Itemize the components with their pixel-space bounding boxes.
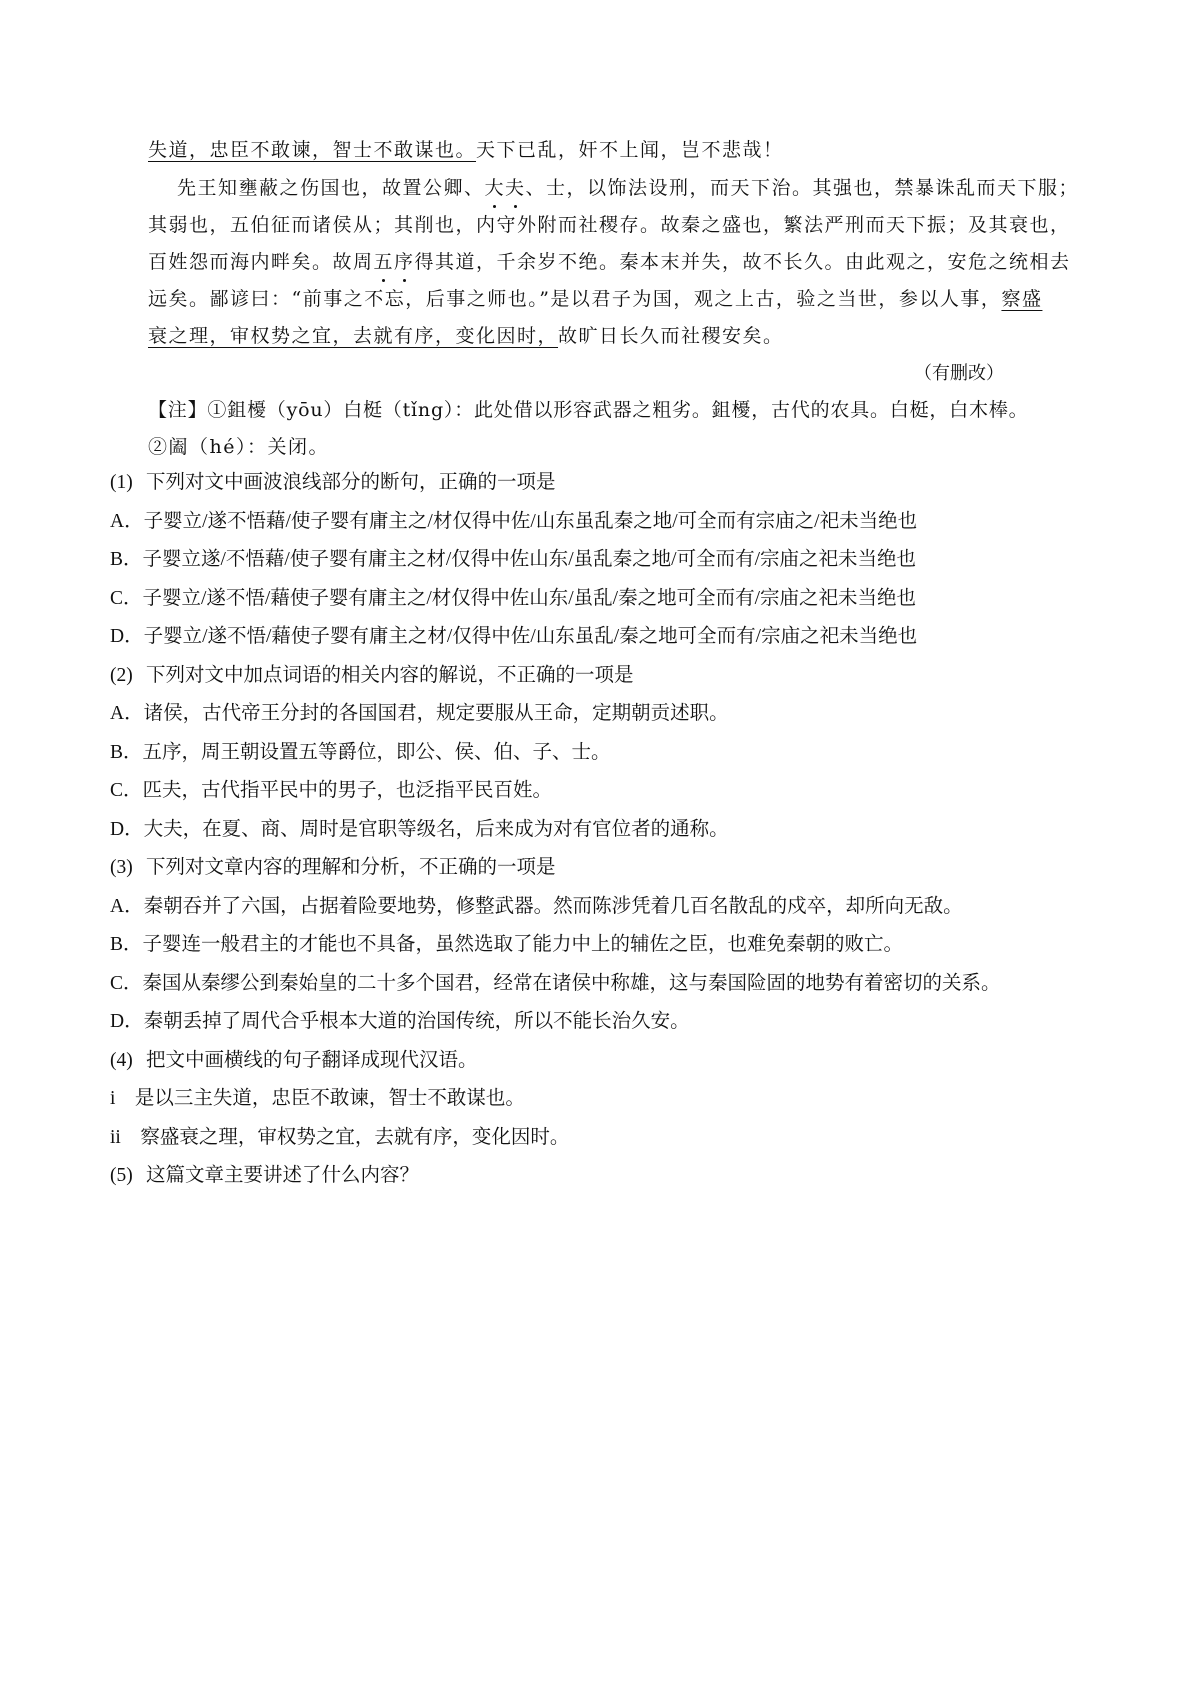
answer-option: C．秦国从秦缪公到秦始皇的二十多个国君，经常在诸侯中称雄，这与秦国险固的地势有着密切的关系。 <box>110 972 1001 994</box>
question-stem <box>110 1163 419 1189</box>
dotted-word-char: 大 <box>484 177 506 199</box>
answer-option: D．秦朝丢掉了周代合乎根本大道的治国传统，所以不能长治久安。 <box>110 1011 690 1032</box>
question-stem <box>110 470 556 496</box>
answer-option: B．子婴立遂/不悟藉/使子婴有庸主之材/仅得中佐山东/虽乱秦之地/可全而有/宗庙之祀未当绝也 <box>110 549 917 570</box>
question-number: (4) <box>110 1049 133 1071</box>
answer-option: A．秦朝吞并了六国，占据着险要地势，修整武器。然而陈涉凭着几百名散乱的戍卒，却所向无敌。 <box>110 895 963 917</box>
question-text: 下列对文章内容的理解和分析，不正确的一项是 <box>146 857 556 878</box>
answer-option: i 是以三主失道，忠臣不敢谏，智士不敢谋也。 <box>110 1088 525 1109</box>
passage-line-1: 失道，忠臣不敢谏，智士不敢谋也。天下已乱，奸不上闻，岂不悲哉！ <box>148 139 784 161</box>
answer-option: A．诸侯，古代帝王分封的各国国君，规定要服从王命，定期朝贡述职。 <box>110 703 729 724</box>
answer-option: B．子婴连一般君主的才能也不具备，虽然选取了能力中上的辅佐之臣，也难免秦朝的败亡。 <box>110 934 904 955</box>
answer-option: C．匹夫，古代指平民中的男子，也泛指平民百姓。 <box>110 780 553 801</box>
passage-line-4: 百姓怨而海内畔矣。故周五序得其道，千余岁不绝。秦本末并失，故不长久。由此观之，安危之统相去 <box>148 251 1071 273</box>
annotation-line-1: 【注】①鉏櫌（yōu）白梃（tǐng）：此处借以形容武器之粗劣。鉏櫌，古代的农具。白梃，白木棒。 <box>148 399 1029 421</box>
answer-option: B．五序，周王朝设置五等爵位，即公、侯、伯、子、士。 <box>110 741 611 763</box>
question-text: 下列对文中加点词语的相关内容的解说，不正确的一项是 <box>146 664 634 686</box>
question-number: (2) <box>110 664 133 686</box>
question-number: (3) <box>110 857 133 878</box>
underlined-sentence-2-end: 衰之理，审权势之宜，去就有序，变化因时， <box>148 325 559 347</box>
dotted-word-char: 五 <box>373 251 395 273</box>
passage-line-2: 先王知壅蔽之伤国也，故置公卿、大夫、士，以饰法设刑，而天下治。其强也，禁暴诛乱而天下服； <box>177 177 1080 199</box>
answer-option: D．子婴立/遂不悟/藉使子婴有庸主之材/仅得中佐/山东虽乱/秦之地可全而有/宗庙之祀未当绝也 <box>110 626 918 647</box>
passage-line-6: 衰之理，审权势之宜，去就有序，变化因时，故旷日长久而社稷安矣。 <box>148 325 784 347</box>
answer-option: ii 察盛衰之理，审权势之宜，去就有序，变化因时。 <box>110 1126 570 1148</box>
question-stem <box>110 663 634 689</box>
question-stem <box>110 855 556 881</box>
passage-line-5: 远矣。鄙谚曰：“前事之不忘，后事之师也。”是以君子为国，观之上古，验之当世，参以人事，察盛 <box>148 288 1043 310</box>
question-stem <box>110 1048 478 1074</box>
question-number: (5) <box>110 1165 133 1186</box>
question-number: (1) <box>110 472 133 493</box>
source-note: （有删改） <box>914 363 1004 384</box>
underlined-sentence-2-start: 察盛 <box>1001 288 1043 310</box>
answer-option: C．子婴立/遂不悟/藉使子婴有庸主之/材仅得中佐山东/虽乱/秦之地可全而有/宗庙之祀未当绝也 <box>110 587 917 609</box>
answer-option: A．子婴立/遂不悟藉/使子婴有庸主之/材仅得中佐/山东虽乱秦之地/可全而有宗庙之/祀未当绝也 <box>110 510 918 532</box>
question-text: 把文中画横线的句子翻译成现代汉语。 <box>146 1049 478 1071</box>
passage-line-3: 其弱也，五伯征而诸侯从；其削也，内守外附而社稷存。故秦之盛也，繁法严刑而天下振；及其衰也， <box>148 214 1071 236</box>
question-text: 下列对文中画波浪线部分的断句，正确的一项是 <box>146 472 556 493</box>
underlined-sentence-1: 失道，忠臣不敢谏，智士不敢谋也。 <box>148 139 477 161</box>
dotted-word-char: 序 <box>394 251 415 273</box>
answer-option: D．大夫，在夏、商、周时是官职等级名，后来成为对有官位者的通称。 <box>110 818 729 840</box>
dotted-word-char: 夫 <box>505 177 526 199</box>
annotation-line-2: ②阖（hé）：关闭。 <box>148 436 329 458</box>
question-text: 这篇文章主要讲述了什么内容？ <box>146 1165 420 1186</box>
